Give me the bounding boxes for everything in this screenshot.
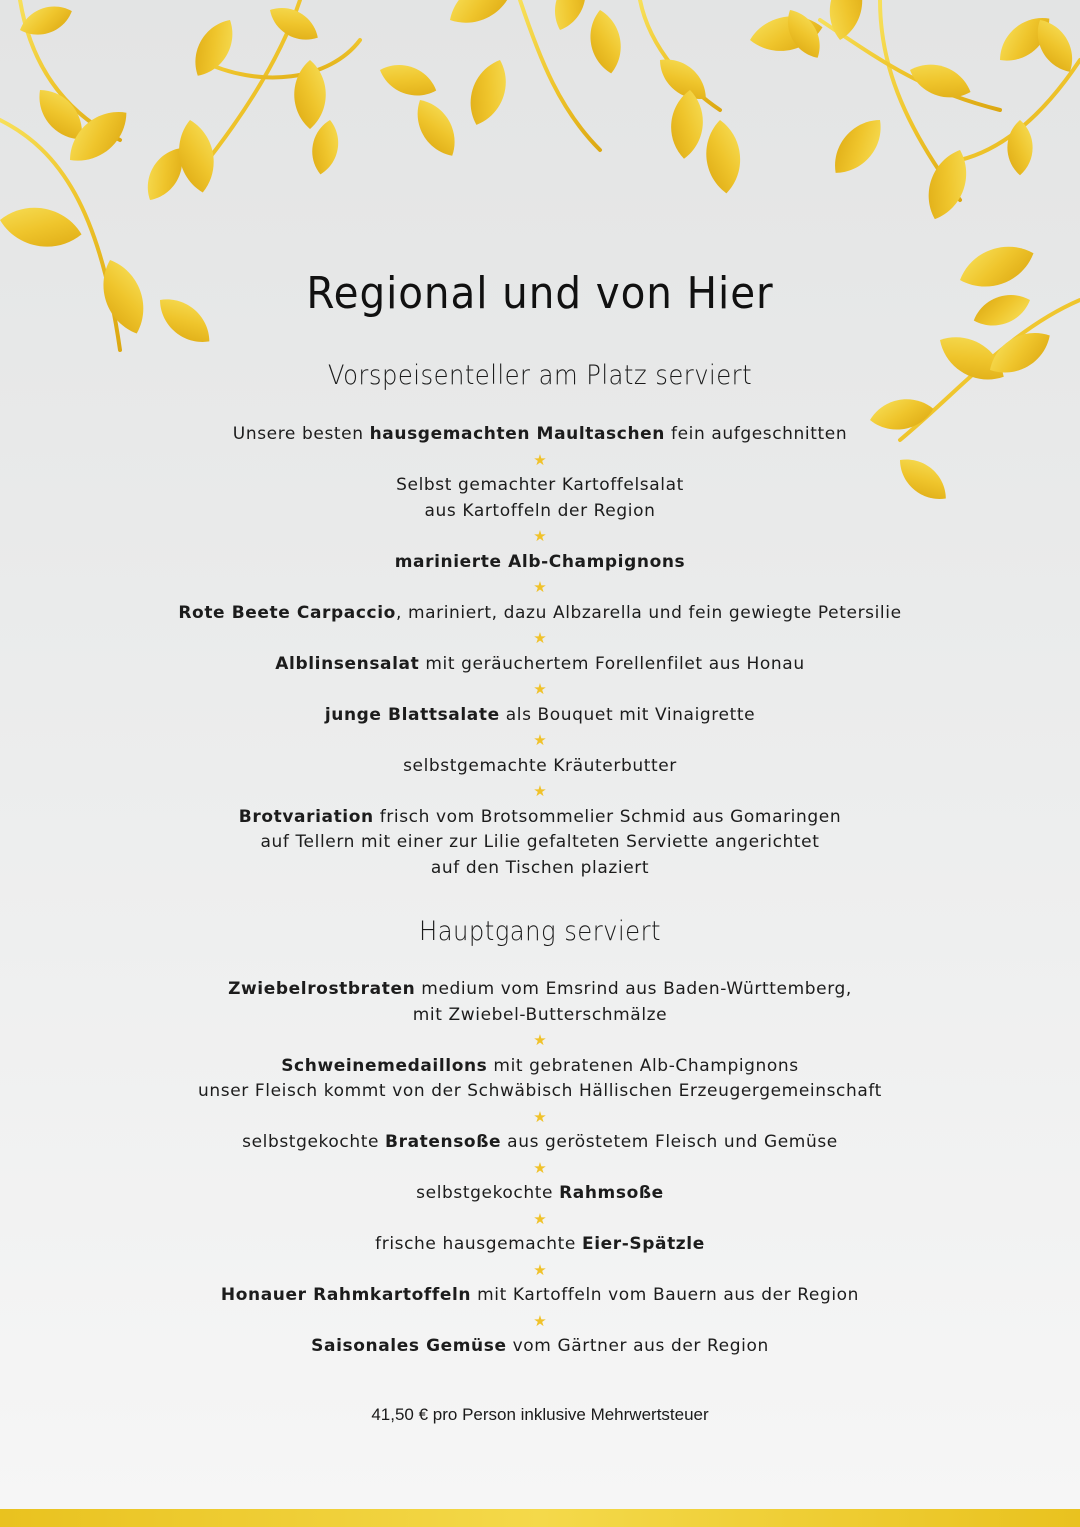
star-separator-icon: ★ <box>533 1311 547 1330</box>
menu-item-text: fein aufgeschnitten <box>665 424 848 444</box>
menu-item <box>0 473 1080 524</box>
starter-list <box>0 422 1080 881</box>
menu-item-line <box>0 652 1080 678</box>
main-heading: Hauptgang serviert <box>418 916 661 947</box>
menu-item-text: als Bouquet mit Vinaigrette <box>499 704 756 725</box>
menu-item-highlight: marinierte Alb-Champignons <box>394 551 686 572</box>
menu-item-highlight: hausgemachten Maultaschen <box>369 424 665 444</box>
menu-item <box>0 652 1080 678</box>
menu-item-line <box>0 1334 1080 1360</box>
star-separator-icon: ★ <box>533 782 547 800</box>
menu-item <box>0 805 1080 882</box>
menu-item-text: mit Kartoffeln vom Bauern aus der Region <box>471 1285 860 1305</box>
page-title: Regional und von Hier <box>306 268 774 319</box>
menu-item-line <box>0 805 1080 831</box>
menu-item-line: auf den Tischen plaziert <box>430 857 650 878</box>
menu-item-highlight: Bratensoße <box>385 1132 502 1152</box>
menu-item-line: auf Tellern mit einer zur Lilie gefalteten Serviette angerichtet <box>260 832 820 852</box>
menu-item <box>0 422 1080 448</box>
menu-item-text: selbstgekochte <box>416 1183 560 1203</box>
menu-item-line: aus Kartoffeln der Region <box>424 500 656 521</box>
star-separator-icon: ★ <box>533 1260 547 1279</box>
star-separator-icon: ★ <box>533 1158 547 1177</box>
star-separator-icon: ★ <box>533 680 547 698</box>
menu-item-highlight: Zwiebelrostbraten <box>228 979 416 999</box>
star-separator-icon: ★ <box>533 629 547 647</box>
star-separator-icon: ★ <box>533 1209 547 1228</box>
menu-item-line <box>0 977 1080 1003</box>
menu-item-text: Unsere besten <box>232 424 370 444</box>
menu-item-text: aus geröstetem Fleisch und Gemüse <box>501 1132 838 1152</box>
menu-item <box>0 1130 1080 1156</box>
menu-item-highlight: Rahmsoße <box>559 1183 664 1203</box>
menu-item-line <box>0 754 1080 780</box>
menu-item-line <box>0 1054 1080 1080</box>
menu-item-highlight: Alblinsensalat <box>275 653 420 674</box>
menu-item-text: medium vom Emsrind aus Baden-Württemberg, <box>415 979 852 999</box>
star-separator-icon: ★ <box>533 578 547 596</box>
star-separator-icon: ★ <box>533 1107 547 1126</box>
menu-item-text: mit gebratenen Alb-Champignons <box>487 1055 799 1076</box>
menu-item <box>0 1334 1080 1360</box>
menu-item-text: mit geräuchertem Forellenfilet aus Honau <box>419 653 805 674</box>
menu-item-line: mit Zwiebel-Butterschmälze <box>412 1004 668 1025</box>
menu-item <box>0 1283 1080 1309</box>
menu-item <box>0 550 1080 576</box>
menu-item-text: Selbst gemachter Kartoffelsalat <box>396 475 684 495</box>
menu-item-text: frisch vom Brotsommelier Schmid aus Gomaringen <box>373 806 842 827</box>
main-list <box>0 977 1080 1360</box>
menu-item-line <box>0 550 1080 576</box>
menu-item-highlight: junge Blattsalate <box>324 704 500 725</box>
menu-item <box>0 977 1080 1028</box>
menu-item-line <box>0 1232 1080 1258</box>
bottom-gold-bar <box>0 1509 1080 1527</box>
menu-item <box>0 703 1080 729</box>
menu-item-line <box>0 473 1080 499</box>
menu-item <box>0 754 1080 780</box>
menu-item <box>0 1181 1080 1207</box>
star-separator-icon: ★ <box>533 450 547 469</box>
menu-item-text: vom Gärtner aus der Region <box>506 1336 769 1356</box>
menu-item-line <box>0 1283 1080 1309</box>
menu-item-text: selbstgekochte <box>242 1132 386 1152</box>
menu-item-line <box>0 601 1080 627</box>
menu-item <box>0 1054 1080 1105</box>
star-separator-icon: ★ <box>533 527 547 545</box>
menu-item-text: frische hausgemachte <box>375 1234 582 1254</box>
menu-item-line <box>0 1130 1080 1156</box>
menu-item-highlight: Rote Beete Carpaccio <box>178 602 396 623</box>
menu-item-line <box>0 703 1080 729</box>
star-separator-icon: ★ <box>533 731 547 749</box>
menu-item-highlight: Honauer Rahmkartoffeln <box>220 1285 472 1305</box>
menu-item-highlight: Eier-Spätzle <box>581 1234 705 1254</box>
menu-item-line: unser Fleisch kommt von der Schwäbisch Hällischen Erzeugergemeinschaft <box>198 1081 882 1101</box>
menu-item-text: , mariniert, dazu Albzarella und fein gewiegte Petersilie <box>395 602 902 623</box>
menu-item <box>0 601 1080 627</box>
star-separator-icon: ★ <box>533 1031 547 1049</box>
price-note: 41,50 € pro Person inklusive Mehrwertsteuer <box>371 1405 709 1424</box>
menu-item <box>0 1232 1080 1258</box>
starter-heading: Vorspeisenteller am Platz serviert <box>327 360 753 391</box>
menu-item-highlight: Brotvariation <box>238 806 374 827</box>
menu-item-highlight: Schweinemedaillons <box>281 1055 488 1076</box>
menu-item-line <box>0 1181 1080 1207</box>
menu-item-text: selbstgemachte Kräuterbutter <box>403 755 677 776</box>
menu-item-highlight: Saisonales Gemüse <box>311 1336 507 1356</box>
menu-item-line <box>0 422 1080 448</box>
